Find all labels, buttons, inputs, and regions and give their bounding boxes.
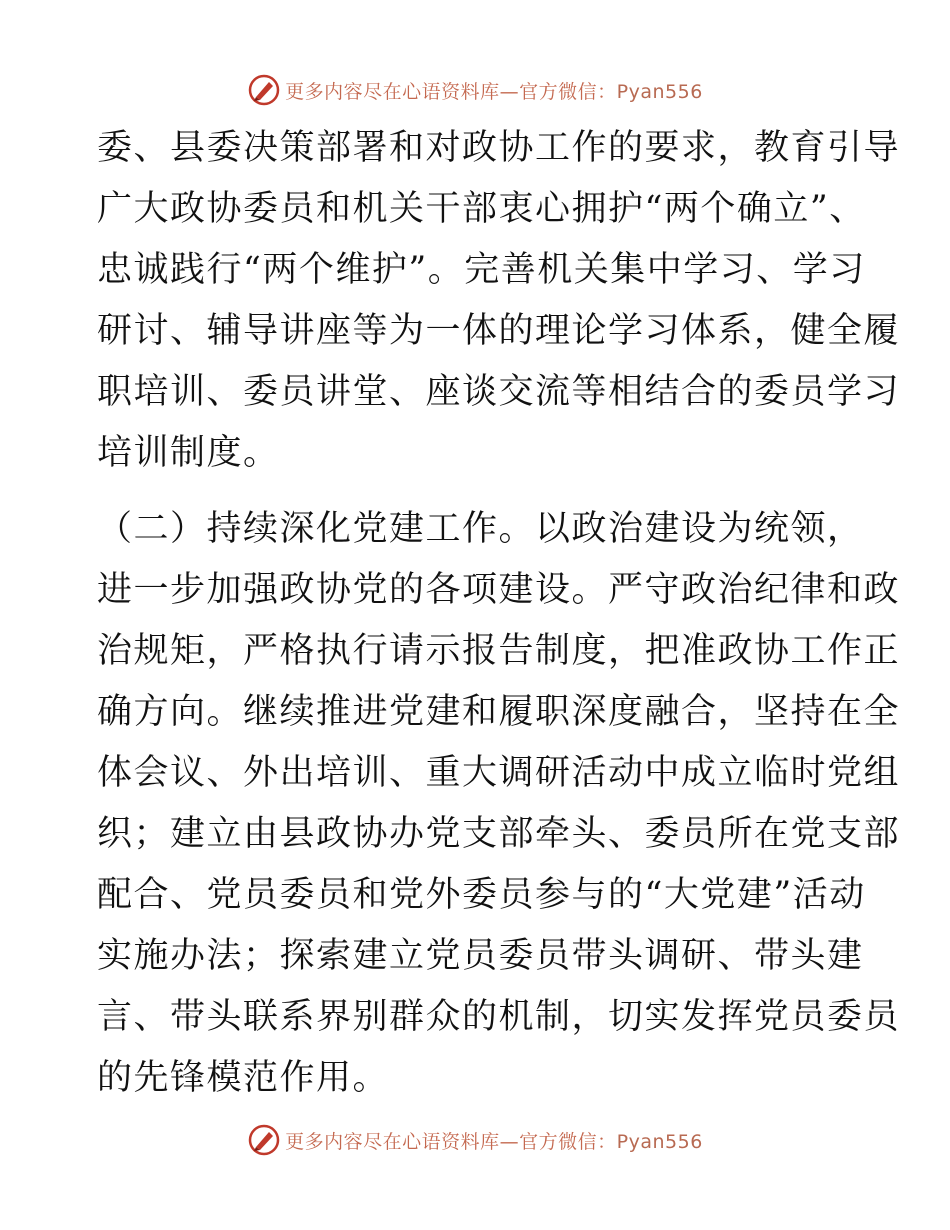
- pen-nib-logo-icon: [247, 73, 281, 107]
- paragraph-1: [97, 118, 901, 484]
- text-line: 忠诚践行“两个维护”。完善机关集中学习、学习: [97, 250, 866, 290]
- banner-slogan: 更多内容尽在心语资料库—官方微信：: [285, 80, 617, 103]
- banner-text: [285, 1127, 703, 1154]
- text-line: 进一步加强政协党的各项建设。严守政治纪律和政: [97, 570, 901, 610]
- header-banner: [0, 70, 950, 110]
- text-line: 研讨、辅导讲座等为一体的理论学习体系，健全履: [97, 311, 901, 351]
- document-body: [97, 118, 901, 1109]
- text-line: 配合、党员委员和党外委员参与的“大党建”活动: [97, 875, 866, 915]
- text-line: 培训制度。: [97, 433, 280, 473]
- text-line: 体会议、外出培训、重大调研活动中成立临时党组: [97, 753, 901, 793]
- text-line: 职培训、委员讲堂、座谈交流等相结合的委员学习: [97, 372, 901, 412]
- text-line: 广大政协委员和机关干部衷心拥护“两个确立”、: [97, 189, 866, 229]
- footer-banner: [0, 1120, 950, 1160]
- banner-slogan: 更多内容尽在心语资料库—官方微信：: [285, 1130, 617, 1153]
- text-line: （二）持续深化党建工作。以政治建设为统领，: [97, 509, 864, 549]
- text-line: 言、带头联系界别群众的机制，切实发挥党员委员: [97, 997, 901, 1037]
- pen-nib-logo-icon: [247, 1123, 281, 1157]
- text-line: 委、县委决策部署和对政协工作的要求，教育引导: [97, 128, 901, 168]
- banner-text: [285, 77, 703, 104]
- wechat-id: Pyan556: [616, 80, 703, 103]
- paragraph-2: [97, 499, 901, 1109]
- text-line: 的先锋模范作用。: [97, 1058, 390, 1098]
- text-line: 实施办法；探索建立党员委员带头调研、带头建: [97, 936, 864, 976]
- text-line: 确方向。继续推进党建和履职深度融合，坚持在全: [97, 692, 901, 732]
- text-line: 织；建立由县政协办党支部牵头、委员所在党支部: [97, 814, 901, 854]
- text-line: 治规矩，严格执行请示报告制度，把准政协工作正: [97, 631, 901, 671]
- wechat-id: Pyan556: [616, 1130, 703, 1153]
